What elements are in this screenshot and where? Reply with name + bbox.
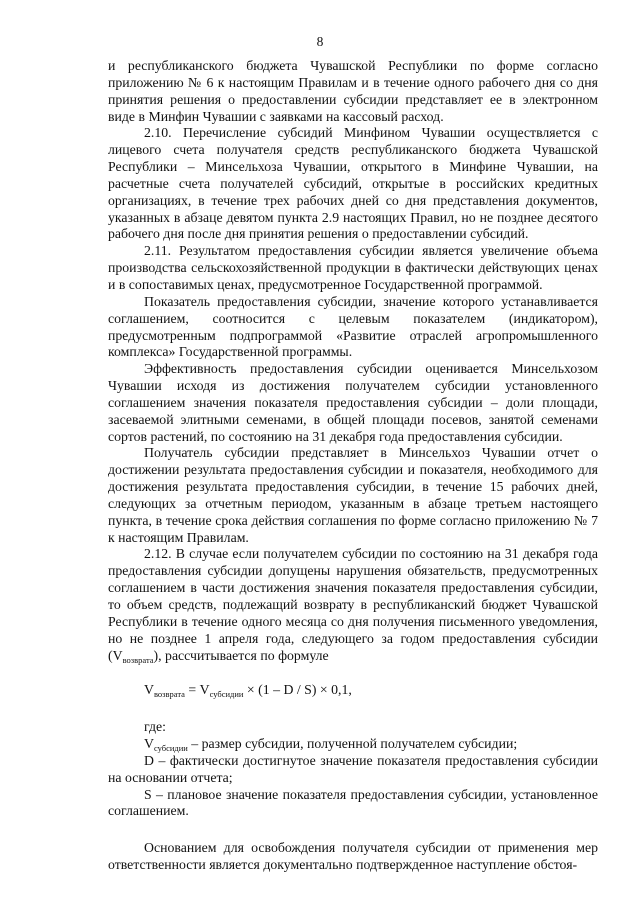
definition-v-symbol: V (144, 736, 154, 752)
paragraph-exemption: Основанием для освобождения получателя субсидии от применения мер ответственности является документально подтвержденное наступление обстоя- (108, 840, 598, 873)
definition-s: S – плановое значение показателя предоставления субсидии, установленное соглашением. (108, 786, 598, 819)
paragraph-efficiency: Эффективность предоставления субсидии оценивается Минсельхозом Чувашии исходя из достижения получателем субсидии установленного соглашением значения показателя предоставления субсидии – доли площади, засеваемой элитными семенами, в общей площади посевов, занятой семенами сортов растений, по состоянию на 31 декабря года предоставления субсидии. (108, 361, 598, 444)
definition-v-subscript: субсидии (153, 743, 188, 754)
paragraph-2-11: 2.11. Результатом предоставления субсидии является увеличение объема производства сельскохозяйственной продукции в фактически действующих ценах и в сопоставимых ценах, предусмотренное Государственной программой. (108, 243, 598, 292)
paragraph-2-12 (108, 546, 598, 664)
paragraph-2-10: 2.10. Перечисление субсидий Минфином Чувашии осуществляется с лицевого счета получателя средств республиканского бюджета Чувашской Республики – Минсельхоза Чувашии, открытого в Минфине Чувашии, на расчетные счета получателей субсидий, открытые в российских кредитных организациях, в течение трех рабочих дней со дня представления документов, указанных в абзаце девятом пункта 2.9 настоящих Правил, но не позднее десятого рабочего дня после дня принятия решения о предоставлении субсидий. (108, 125, 598, 242)
definitions-where: где: (144, 719, 166, 735)
document-body (108, 58, 598, 874)
paragraph-report: Получатель субсидии представляет в Минсельхоз Чувашии отчет о достижении результата предоставления субсидии и показателя, необходимого для достижения результата предоставления субсидии, в течение 15 рабочих дней, следующих за отчетным периодом, указанным в абзаце третьем настоящего пункта, в течение срока действия соглашения по форме согласно приложению № 7 к настоящим Правилам. (108, 445, 598, 545)
paragraph-indicator: Показатель предоставления субсидии, значение которого устанавливается соглашением, соотносится с целевым показателем (индикатором), предусмотренным подпрограммой «Развитие отраслей агропромышленного комплекса» Государственной программы. (108, 293, 598, 360)
formula-lhs-subscript: возврата (153, 689, 185, 700)
paragraph-continuation: и республиканского бюджета Чувашской Республики по форме согласно приложению № 6 к настоящим Правилам и в течение одного рабочего дня со дня принятия решения о предоставлении субсидии представляет ее в электронном виде в Минфин Чувашии с заявками на кассовый расход. (108, 58, 598, 124)
formula (108, 682, 598, 699)
paragraph-2-12-tail: ), рассчитывается по формуле (153, 647, 329, 663)
paragraph-2-12-text: 2.12. В случае если получателем субсидии по состоянию на 31 декабря года предоставления субсидии допущены нарушения обязательств, предусмотренных соглашением в части достижения значения показателя предоставления субсидии, то объем средств, подлежащий возврату в республиканский бюджет Чувашской Республики в течение одного месяца со дня получения письменного уведомления, но не позднее 1 апреля года, следующего за годом предоставления субсидии (V (108, 546, 598, 663)
definition-v (108, 736, 598, 753)
formula-equals: = V (184, 682, 210, 698)
definition-d: D – фактически достигнутое значение показателя предоставления субсидии на основании отчета; (108, 752, 598, 785)
page-number: 8 (316, 34, 324, 49)
definition-v-text: – размер субсидии, полученной получателем субсидии; (187, 736, 518, 752)
formula-rhs-subscript: субсидии (209, 689, 244, 700)
formula-lhs: V (144, 682, 154, 698)
formula-rhs: × (1 – D / S) × 0,1, (243, 682, 352, 698)
subscript-vozvrata: возврата (122, 654, 154, 665)
